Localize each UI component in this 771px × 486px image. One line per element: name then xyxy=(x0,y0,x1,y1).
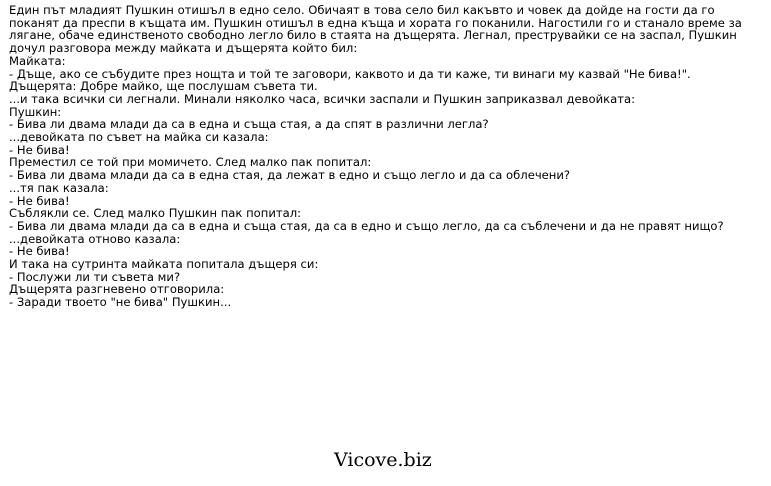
punchline: - Заради твоето "не бива" Пушкин... xyxy=(9,295,232,310)
answer-3: - Не бива! xyxy=(9,244,70,259)
intro-paragraph: Един път младият Пушкин отишъл в едно село. Обичаят в това село бил какъвто и човек да дойде на гости да го поканят да преспи в къщата им. Пушкин отишъл в една къща и хората го поканили. Нагостили го и станало време за лягане, обаче единственото свободно легло било в стаята на дъщерята. Легнал, преструвайки се на заспал, Пушкин дочул разговора между майката и дъщерята който бил: xyxy=(9,3,742,56)
daughter-reply: Дъщерята: Добре майко, ще послушам съвета ти. xyxy=(9,79,318,94)
joke-text xyxy=(9,4,764,309)
pushkin-question-3: - Бива ли двама млади да са в една и съща стая, да са в едно и също легло, да са съблечени и да не правят нищо? xyxy=(9,218,724,233)
narration-3: ...тя пак казала: xyxy=(9,180,109,195)
mother-advice: - Дъще, ако се събудите през нощта и той те заговори, каквото и да ти каже, ти винаги му казвай "Не бива!". xyxy=(9,66,691,81)
pushkin-question-2: - Бива ли двама млади да са в една стая, да лежат в едно и също легло и да са облечени? xyxy=(9,168,571,183)
site-watermark: Vicove.biz xyxy=(334,449,432,471)
answer-2: - Не бива! xyxy=(9,193,70,208)
mother-question: - Послужи ли ти съвета ми? xyxy=(9,269,181,284)
narration-1: ...девойката по съвет на майка си казала: xyxy=(9,130,269,145)
narration-4: Съблякли се. След малко Пушкин пак попитал: xyxy=(9,206,302,221)
narration-2: Преместил се той при момичето. След малко пак попитал: xyxy=(9,155,372,170)
speaker-mother: Майката: xyxy=(9,53,66,68)
narration-5: ...девойката отново казала: xyxy=(9,231,181,246)
pushkin-question-1: - Бива ли двама млади да са в една и съща стая, а да спят в различни легла? xyxy=(9,117,489,132)
speaker-pushkin: Пушкин: xyxy=(9,104,62,119)
narration-angry: Дъщерята разгневено отговорила: xyxy=(9,282,225,297)
narration-morning: И така на сутринта майката попитала дъщеря си: xyxy=(9,257,319,272)
answer-1: - Не бива! xyxy=(9,142,70,157)
narration-night: ...и така всички си легнали. Минали няколко часа, всички заспали и Пушкин заприказвал девойката: xyxy=(9,91,635,106)
